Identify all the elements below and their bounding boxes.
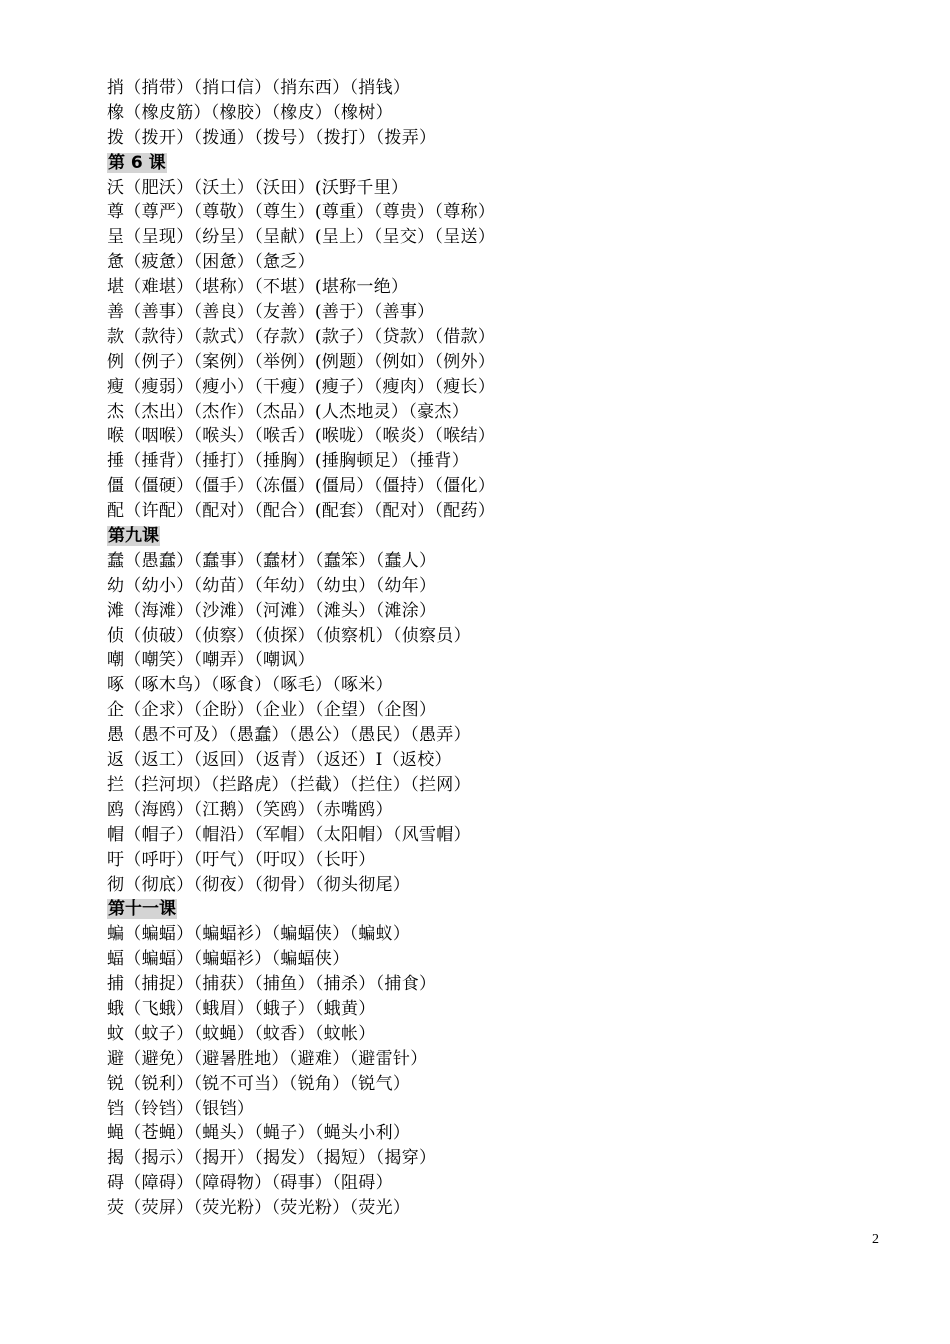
vocabulary-list [107, 76, 867, 1221]
vocabulary-line: 捕（捕捉）（捕获）（捕鱼）（捕杀）（捕食） [107, 974, 437, 995]
vocabulary-line: 锐（锐利）（锐不可当）（锐角）（锐气） [107, 1073, 411, 1094]
lesson-heading [107, 151, 867, 176]
vocabulary-line: 尊（尊严）（尊敬）（尊生）(尊重）（尊贵）（尊称） [107, 202, 496, 223]
vocabulary-line: 彻（彻底）（彻夜）（彻骨）（彻头彻尾） [107, 874, 411, 895]
lesson-heading [107, 897, 867, 922]
vocabulary-line: 善（善事）（善良）（友善）(善于）（善事） [107, 302, 435, 323]
vocabulary-line: 款（款待）（款式）（存款）(款子）（贷款）（借款） [107, 326, 496, 347]
vocabulary-line: 惫（疲惫）（困惫）（惫乏） [107, 252, 315, 273]
vocabulary-line: 愚（愚不可及）（愚蠢）（愚公）（愚民）（愚弄） [107, 725, 471, 746]
vocabulary-line: 蚊（蚊子）（蚊蝇）（蚊香）（蚊帐） [107, 1023, 376, 1044]
vocabulary-line: 拨（拨开）（拨通）（拨号）（拨打）（拨弄） [107, 127, 437, 148]
vocabulary-line: 沃（肥沃）（沃土）（沃田）(沃野千里） [107, 177, 409, 198]
vocabulary-line: 鸥（海鸥）（江鹅）（笑鸥）（赤嘴鸥） [107, 799, 393, 820]
lesson-heading-text: 第九课 [108, 526, 159, 547]
lesson-heading-text: 第 6 课 [108, 152, 166, 173]
lesson-heading [107, 524, 867, 549]
vocabulary-line: 拦（拦河坝）（拦路虎）（拦截）（拦住）（拦网） [107, 774, 471, 795]
vocabulary-line: 堪（难堪）（堪称）（不堪）(堪称一绝） [107, 277, 409, 298]
vocabulary-line: 荧（荧屏）（荧光粉）（荧光粉）（荧光） [107, 1198, 411, 1219]
vocabulary-line: 配（许配）（配对）（配合）(配套）（配对）（配药） [107, 501, 496, 522]
vocabulary-line: 喉（咽喉）（喉头）（喉舌）(喉咙）（喉炎）（喉结） [107, 426, 496, 447]
vocabulary-line: 企（企求）（企盼）（企业）（企望）（企图） [107, 700, 437, 721]
vocabulary-line: 捎（捎带）（捎口信）（捎东西）（捎钱） [107, 78, 411, 98]
vocabulary-line: 蛾（飞蛾）（蛾眉）（蛾子）（蛾黄） [107, 998, 376, 1019]
page-number: 2 [872, 1232, 879, 1247]
vocabulary-line: 幼（幼小）（幼苗）（年幼）（幼虫）（幼年） [107, 575, 437, 596]
vocabulary-line: 避（避免）（避暑胜地）（避难）（避雷针） [107, 1048, 428, 1069]
vocabulary-line: 蝙（蝙蝠）（蝙蝠衫）（蝙蝠侠）（蝙蚁） [107, 924, 411, 945]
vocabulary-line: 呈（呈现）（纷呈）（呈献）(呈上）（呈交）（呈送） [107, 227, 496, 248]
vocabulary-line: 侦（侦破）（侦察）（侦探）（侦察机）（侦察员） [107, 625, 471, 646]
vocabulary-line: 返（返工）（返回）（返青）（返还）I（返校） [107, 750, 452, 771]
vocabulary-line: 捶（捶背）（捶打）（捶胸）(捶胸顿足）（捶背） [107, 451, 470, 472]
vocabulary-line: 啄（啄木鸟）（啄食）（啄毛）（啄米） [107, 675, 393, 696]
vocabulary-line: 杰（杰出）（杰作）（杰品）(人杰地灵）（豪杰） [107, 401, 470, 422]
vocabulary-line: 帽（帽子）（帽沿）（军帽）（太阳帽）（风雪帽） [107, 824, 471, 845]
vocabulary-line: 僵（僵硬）（僵手）（冻僵）(僵局）（僵持）（僵化） [107, 476, 496, 497]
vocabulary-line: 橡（橡皮筋）（橡胶）（橡皮）（橡树） [107, 102, 393, 123]
vocabulary-line: 揭（揭示）（揭开）（揭发）（揭短）（揭穿） [107, 1148, 437, 1169]
lesson-heading-text: 第十一课 [108, 899, 176, 920]
vocabulary-line: 吁（呼吁）（吁气）（吁叹）（长吁） [107, 849, 376, 870]
vocabulary-line: 蝠（蝙蝠）（蝙蝠衫）（蝙蝠侠） [107, 949, 350, 970]
vocabulary-line: 碍（障碍）（障碍物）（碍事）（阻碍） [107, 1173, 393, 1194]
vocabulary-line: 嘲（嘲笑）（嘲弄）（嘲讽） [107, 650, 315, 671]
vocabulary-line: 铛（铃铛）（银铛） [107, 1098, 255, 1119]
vocabulary-line: 蠢（愚蠢）（蠢事）（蠢材）（蠢笨）（蠢人） [107, 550, 437, 571]
vocabulary-line: 滩（海滩）（沙滩）（河滩）（滩头）（滩涂） [107, 600, 437, 621]
vocabulary-line: 瘦（瘦弱）（瘦小）（干瘦）(瘦子）（瘦肉）（瘦长） [107, 376, 496, 397]
vocabulary-line: 例（例子）（案例）（举例）(例题）（例如）（例外） [107, 351, 496, 372]
vocabulary-line: 蝇（苍蝇）（蝇头）（蝇子）（蝇头小利） [107, 1123, 411, 1144]
